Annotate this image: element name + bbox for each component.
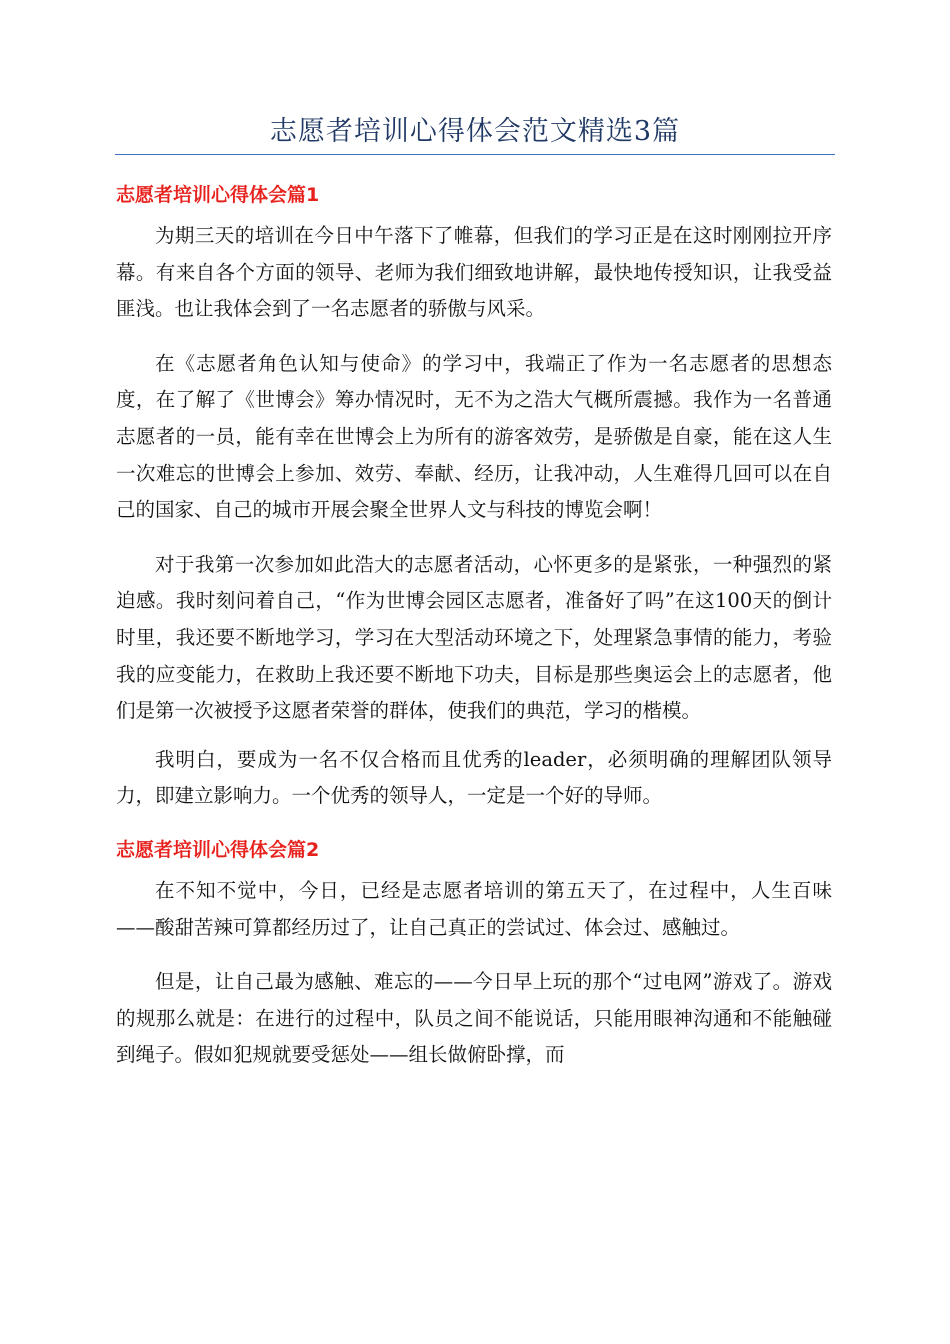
section-heading-2: 志愿者培训心得体会篇2 (116, 838, 320, 861)
paragraph: 为期三天的培训在今日中午落下了帷幕，但我们的学习正是在这时刚刚拉开序幕。有来自各个方面的领导、老师为我们细致地讲解，最快地传授知识，让我受益匪浅。也让我体会到了一名志愿者的骄傲与风采。 (116, 224, 832, 321)
document-body (116, 178, 832, 1092)
section-heading-1: 志愿者培训心得体会篇1 (116, 184, 320, 206)
paragraph: 对于我第一次参加如此浩大的志愿者活动，心怀更多的是紧张，一种强烈的紧迫感。我时刻问着自己，“作为世博会园区志愿者，准备好了吗”在这100天的倒计时里，我还要不断地学习，学习在大型活动环境之下，处理紧急事情的能力，考验我的应变能力，在救助上我还要不断地下功夫，目标是那些奥运会上的志愿者，他们是第一次被授予这愿者荣誉的群体，使我们的典范，学习的楷模。 (116, 552, 832, 723)
paragraph: 在《志愿者角色认知与使命》的学习中，我端正了作为一名志愿者的思想态度，在了解了《世博会》筹办情况时，无不为之浩大气概所震撼。我作为一名普通志愿者的一员，能有幸在世博会上为所有的游客效劳，是骄傲是自豪，能在这人生一次难忘的世博会上参加、效劳、奉献、经历，让我冲动，人生难得几回可以在自己的国家、自己的城市开展会聚全世界人文与科技的博览会啊！ (116, 351, 832, 522)
paragraph: 但是，让自己最为感触、难忘的——今日早上玩的那个“过电网”游戏了。游戏的规那么就是：在进行的过程中，队员之间不能说话，只能用眼神沟通和不能触碰到绳子。假如犯规就要受惩处——组长做俯卧撑，而 (116, 970, 832, 1067)
document-title: 志愿者培训心得体会范文精选3篇 (269, 116, 681, 147)
paragraph: 在不知不觉中，今日，已经是志愿者培训的第五天了，在过程中，人生百味——酸甜苦辣可算都经历过了，让自己真正的尝试过、体会过、感触过。 (116, 878, 832, 939)
paragraph: 我明白，要成为一名不仅合格而且优秀的leader，必须明确的理解团队领导力，即建立影响力。一个优秀的领导人，一定是一个好的导师。 (116, 747, 832, 808)
title-underline (115, 154, 835, 155)
